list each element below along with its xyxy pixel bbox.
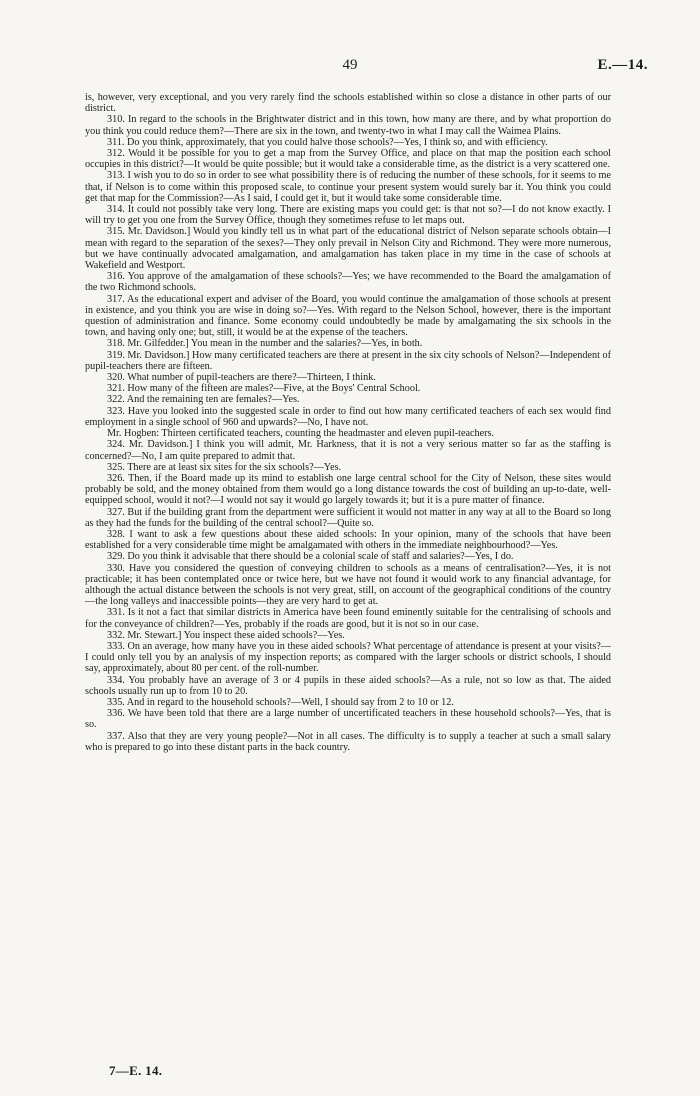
- paragraph: 335. And in regard to the household schools?—Well, I should say from 2 to 10 or 12.: [107, 696, 454, 708]
- paragraph: 322. And the remaining ten are females?—Yes.: [107, 394, 300, 406]
- page-header: [0, 57, 700, 77]
- paragraph: 324. Mr. Davidson.] I think you will admit, Mr. Harkness, that it is not a very serious matter so far as the staffing is concerned?—No, I am quite prepared to admit that.: [85, 439, 611, 462]
- paragraph: 333. On an average, how many have you in these aided schools? What percentage of attendance is present at your visits?—I could only tell you by an analysis of my inspection reports; as compared with the larger schools or district schools, I should say, approximately, about 80 per cent. of the roll-number.: [85, 640, 611, 675]
- paragraph: 332. Mr. Stewart.] You inspect these aided schools?—Yes.: [107, 629, 345, 641]
- paragraph: 310. In regard to the schools in the Brightwater district and in this town, how many are there, and by what proportion do you think you could reduce them?—There are six in the town, and twenty-two in what I may call the Waimea Plains.: [85, 114, 611, 137]
- paragraph: 329. Do you think it advisable that there should be a colonial scale of staff and salaries?—Yes, I do.: [107, 551, 514, 563]
- page-number: 49: [342, 57, 358, 73]
- paragraph: 318. Mr. Gilfedder.] You mean in the number and the salaries?—Yes, in both.: [107, 338, 423, 350]
- paragraph: 320. What number of pupil-teachers are there?—Thirteen, I think.: [107, 372, 376, 384]
- paragraph: 313. I wish you to do so in order to see what possibility there is of reducing the number of these schools, for it seems to me that, if Nelson is to come within this proposed scale, to continue your present system would surely bar it. You think you could get that map for the Commission?—As I said, I could get it, but it would take some considerable time.: [85, 170, 611, 204]
- paragraph: 328. I want to ask a few questions about these aided schools: In your opinion, many of the schools that have been established for a very considerable time might be amalgamated with others in the immediate neighbourhood?—Yes.: [85, 528, 611, 552]
- paragraph: 323. Have you looked into the suggested scale in order to find out how many certificated teachers of each sex would find employment in a single school of 960 and upwards?—No, I have not.: [85, 405, 611, 428]
- paragraph: 334. You probably have an average of 3 or 4 pupils in these aided schools?—As a rule, not so low as that. The aided schools usually run up to from 10 to 20.: [85, 674, 611, 697]
- paragraph: 326. Then, if the Board made up its mind to establish one large central school for the City of Nelson, these sites would probably be sold, and the money obtained from them would go a long distance towards the cost of building an up-to-date, well-equipped school, would it not?—I would not say it would go largely towards it; but it is a pure matter of finance.: [85, 472, 611, 507]
- paragraph: 315. Mr. Davidson.] Would you kindly tell us in what part of the educational district of Nelson separate schools obtain—I mean with regard to the separation of the sexes?—They only prevail in Nelson City and Richmond. They were more numerous, but we have continually advocated amalgamation, and amalgamation has taken place in my time in the case of schools at Wakefield and Westport.: [85, 226, 611, 272]
- paragraph: 311. Do you think, approximately, that you could halve those schools?—Yes, I think so, and with efficiency.: [107, 136, 548, 148]
- paragraph: 319. Mr. Davidson.] How many certificated teachers are there at present in the six city schools of Nelson?—Independent of pupil-teachers there are fifteen.: [85, 349, 611, 372]
- paragraph: 325. There are at least six sites for the six schools?—Yes.: [107, 461, 342, 473]
- printer-signature: 7—E. 14.: [109, 1063, 163, 1078]
- paragraph: 327. But if the building grant from the department were sufficient it would not matter in any way at all to the Board so long as they had the funds for the building of the central school?—Quite so.: [85, 506, 611, 529]
- paragraph: 312. Would it be possible for you to get a map from the Survey Office, and place on that map the position each school occupies in this district?—It would be quite possible; but it would take a considerable time, as the district is a very scattered one.: [85, 148, 611, 171]
- section-code: E.—14.: [597, 57, 648, 73]
- paragraph: is, however, very exceptional, and you very rarely find the schools established within so close a distance in other parts of our district.: [85, 92, 611, 115]
- paragraph: 314. It could not possibly take very long. There are existing maps you could get: is that not so?—I do not know exactly. I will try to get you one from the Survey Office, though they sometimes refuse to let maps out.: [85, 204, 611, 227]
- paragraph: 330. Have you considered the question of conveying children to schools as a means of centralisation?—Yes, it is not practicable; it has been contemplated once or twice here, but we have not found it would work to any financial advantage, for although the actual distance between the schools is not very great, still, on account of the geographical conditions of the country—the long valleys and inaccessible points—they are very hard to get at.: [85, 562, 611, 608]
- paragraph: 336. We have been told that there are a large number of uncertificated teachers in these household schools?—Yes, that is so.: [85, 708, 611, 731]
- paragraph: 331. Is it not a fact that similar districts in America have been found eminently suitable for the centralising of schools and for the conveyance of children?—Yes, probably if the roads are good, but it is not so in our case.: [85, 607, 611, 630]
- paragraph: 317. As the educational expert and adviser of the Board, you would continue the amalgamation of those schools at present in existence, and you think you are wise in doing so?—Yes. With regard to the Nelson School, however, there is the important question of administration and finance. Some economy could undoubtedly be made by amalgamating the six schools in the town, and having only one; but, still, it would be at the expense of the teachers.: [85, 293, 611, 339]
- paragraph: 321. How many of the fifteen are males?—Five, at the Boys' Central School.: [107, 383, 421, 395]
- paragraph: 337. Also that they are very young people?—Not in all cases. The difficulty is to supply a teacher at such a small salary who is prepared to go into these distant parts in the back country.: [85, 730, 611, 753]
- document-body: [85, 92, 611, 753]
- paragraph: 316. You approve of the amalgamation of these schools?—Yes; we have recommended to the Board the amalgamation of the two Richmond schools.: [85, 271, 611, 294]
- paragraph: Mr. Hogben: Thirteen certificated teachers, counting the headmaster and eleven pupil-teachers.: [107, 428, 495, 440]
